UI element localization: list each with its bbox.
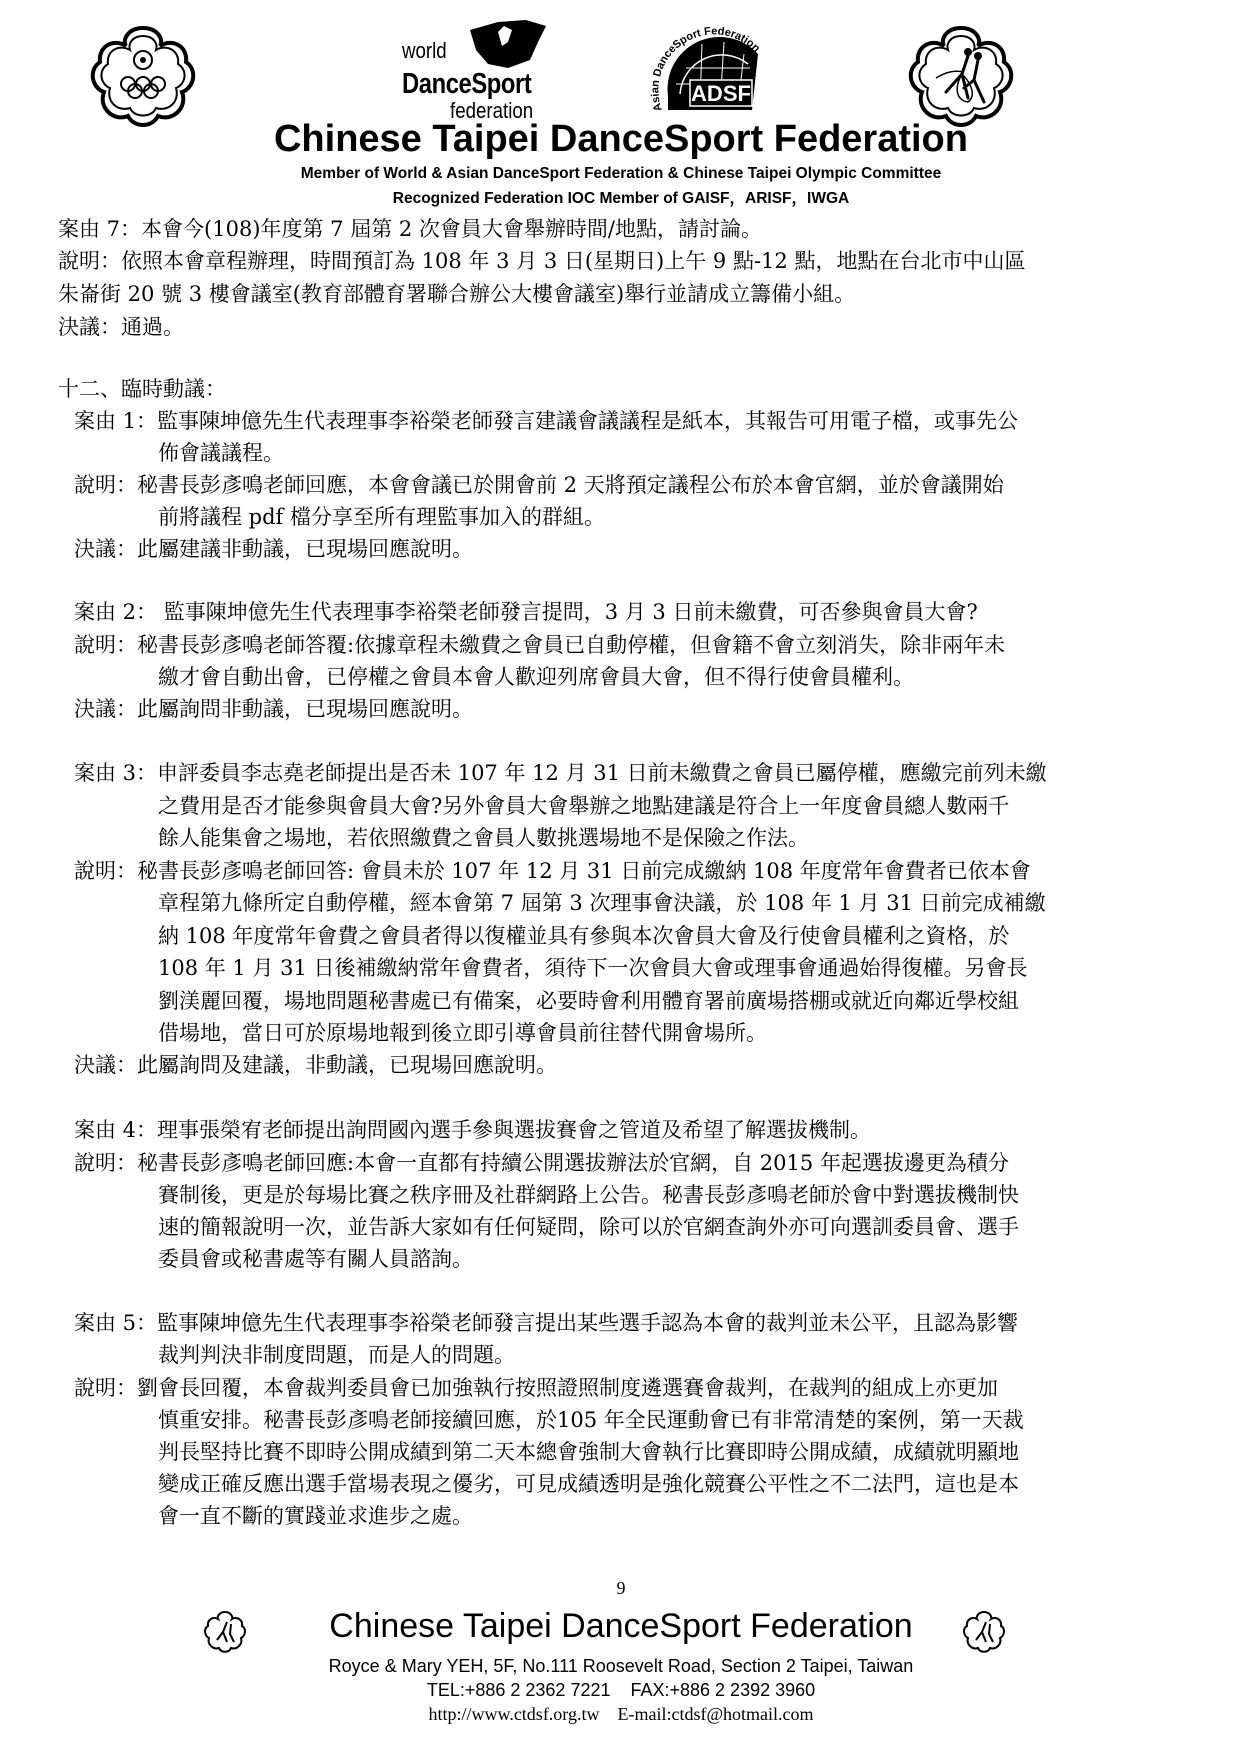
text-line: 決議：此屬建議非動議，已現場回應說明。 [74, 537, 473, 561]
text-line: 變成正確反應出選手當場表現之優劣，可見成績透明是強化競賽公平性之不二法門，這也是本 [158, 1472, 1019, 1496]
page-number: 9 [616, 1578, 626, 1598]
text-line: 案由 4：理事張榮宥老師提出詢問國內選手參與選拔賽會之管道及希望了解選拔機制。 [74, 1118, 872, 1142]
footer-address: Royce & Mary YEH, 5F, No.111 Roosevelt Road, Section 2 Taipei, Taiwan [328, 1656, 914, 1676]
text-line: 裁判判決非制度問題，而是人的問題。 [158, 1343, 515, 1367]
wdsf-federation-text: federation [450, 98, 534, 123]
wdsf-world-text: world [402, 38, 447, 63]
text-line: 說明：秘書長彭彥鳴老師回應，本會會議已於開會前 2 天將預定議程公布於本會官網，並於會議開始 [74, 473, 1004, 497]
text-line: 說明：劉會長回覆，本會裁判委員會已加強執行按照證照制度遴選賽會裁判，在裁判的組成上亦更加 [74, 1376, 998, 1400]
text-line: 委員會或秘書處等有關人員諮詢。 [158, 1247, 473, 1271]
text-line: 章程第九條所定自動停權，經本會第 7 屆第 3 次理事會決議，於 108 年 1 月 31 日前完成補繳 [158, 891, 1046, 915]
text-line: 借場地，當日可於原場地報到後立即引導會員前往替代開會場所。 [158, 1021, 767, 1045]
adsf-arc-text: Asian DanceSport Federation [649, 25, 763, 113]
text-line: 速的簡報說明一次，並告訴大家如有任何疑問，除可以於官網查詢外亦可向選訓委員會、選手 [158, 1215, 1019, 1239]
text-line: 劉渼麗回覆，場地問題秘書處已有備案，必要時會利用體育署前廣場搭棚或就近向鄰近學校組 [158, 989, 1019, 1013]
text-line: 案由 3：申評委員李志堯老師提出是否未 107 年 12 月 31 日前未繳費之會員已屬停權，應繳完前列未繳 [74, 761, 1047, 785]
ctdsf-dancer-logo [906, 22, 1016, 132]
text-line: 佈會議議程。 [158, 441, 284, 465]
wdsf-dancesport-text: DanceSport [402, 68, 532, 100]
header-logos [0, 14, 1242, 124]
text-line: 案由 7：本會今(108)年度第 7 屆第 2 次會員大會舉辦時間/地點，請討論。 [58, 217, 762, 241]
footer-phone-fax: TEL:+886 2 2362 7221 FAX:+886 2 2392 3960 [426, 1680, 816, 1700]
text-line: 前將議程 pdf 檔分享至所有理監事加入的群組。 [158, 505, 606, 529]
olympic-committee-logo [88, 22, 198, 132]
text-line: 繳才會自動出會，已停權之會員本會人歡迎列席會員大會，但不得行使會員權利。 [158, 665, 914, 689]
recognition-subtitle: Recognized Federation IOC Member of GAISF，ARISF，IWGA [392, 190, 850, 207]
text-line: 案由 2： 監事陳坤億先生代表理事李裕榮老師發言提問，3 月 3 日前未繳費，可否參與會員大會? [74, 600, 978, 624]
adsf-logo [640, 14, 790, 118]
text-line: 說明：依照本會章程辦理，時間預訂為 108 年 3 月 3 日(星期日)上午 9 點-12 點，地點在台北市中山區 [58, 249, 1026, 273]
text-line: 決議：此屬詢問及建議，非動議，已現場回應說明。 [74, 1053, 557, 1077]
text-line: 案由 1：監事陳坤億先生代表理事李裕榮老師發言建議會議議程是紙本，其報告可用電子檔，或事先公 [74, 409, 1019, 433]
text-line: 決議：此屬詢問非動議，已現場回應說明。 [74, 697, 473, 721]
section-heading: 十二、臨時動議： [58, 377, 226, 401]
text-line: 之費用是否才能參與會員大會?另外會員大會舉辦之地點建議是符合上一年度會員總人數兩千 [158, 794, 1010, 818]
text-line: 108 年 1 月 31 日後補繳納常年會費者，須待下一次會員大會或理事會通過始得復權。另會長 [158, 956, 1028, 980]
text-line: 說明：秘書長彭彥鳴老師回應:本會一直都有持續公開選拔辦法於官網，自 2015 年起選拔邊更為積分 [74, 1151, 1009, 1175]
federation-title: Chinese Taipei DanceSport Federation [273, 118, 968, 160]
membership-subtitle: Member of World & Asian DanceSport Federation & Chinese Taipei Olympic Committee [300, 165, 942, 182]
text-line: 說明：秘書長彭彥鳴老師回答: 會員未於 107 年 12 月 31 日前完成繳納 108 年度常年會費者已依本會 [74, 859, 1031, 883]
text-line: 賽制後，更是於每場比賽之秩序冊及社群網路上公告。秘書長彭彥鳴老師於會中對選拔機制快 [158, 1183, 1019, 1207]
text-line: 說明：秘書長彭彥鳴老師答覆:依據章程未繳費之會員已自動停權，但會籍不會立刻消失，除非兩年未 [74, 633, 1006, 657]
text-line: 決議：通過。 [58, 315, 184, 339]
wdsf-logo [402, 20, 572, 124]
text-line: 判長堅持比賽不即時公開成績到第二天本總會強制大會執行比賽即時公開成績，成績就明顯地 [158, 1440, 1019, 1464]
text-line: 餘人能集會之場地，若依照繳費之會員人數挑選場地不是保險之作法。 [158, 826, 809, 850]
wdsf-emblem-icon [468, 20, 548, 70]
text-line: 會一直不斷的實踐並求進步之處。 [158, 1504, 473, 1528]
footer-federation-title: Chinese Taipei DanceSport Federation [329, 1607, 913, 1645]
text-line: 案由 5：監事陳坤億先生代表理事李裕榮老師發言提出某些選手認為本會的裁判並未公平，且認為影響 [74, 1311, 1019, 1335]
adsf-label-text: ADSF [691, 81, 751, 106]
text-line: 慎重安排。秘書長彭彥鳴老師接續回應，於105 年全民運動會已有非常清楚的案例，第一天裁 [158, 1408, 1024, 1432]
text-line: 納 108 年度常年會費之會員者得以復權並具有參與本次會員大會及行使會員權利之資格，於 [158, 924, 1010, 948]
text-line: 朱崙街 20 號 3 樓會議室(教育部體育署聯合辦公大樓會議室)舉行並請成立籌備小組。 [58, 282, 856, 306]
footer-seal-icon [962, 1610, 1006, 1654]
footer-web-email: http://www.ctdsf.org.tw E-mail:ctdsf@hotmail.com [428, 1704, 814, 1724]
